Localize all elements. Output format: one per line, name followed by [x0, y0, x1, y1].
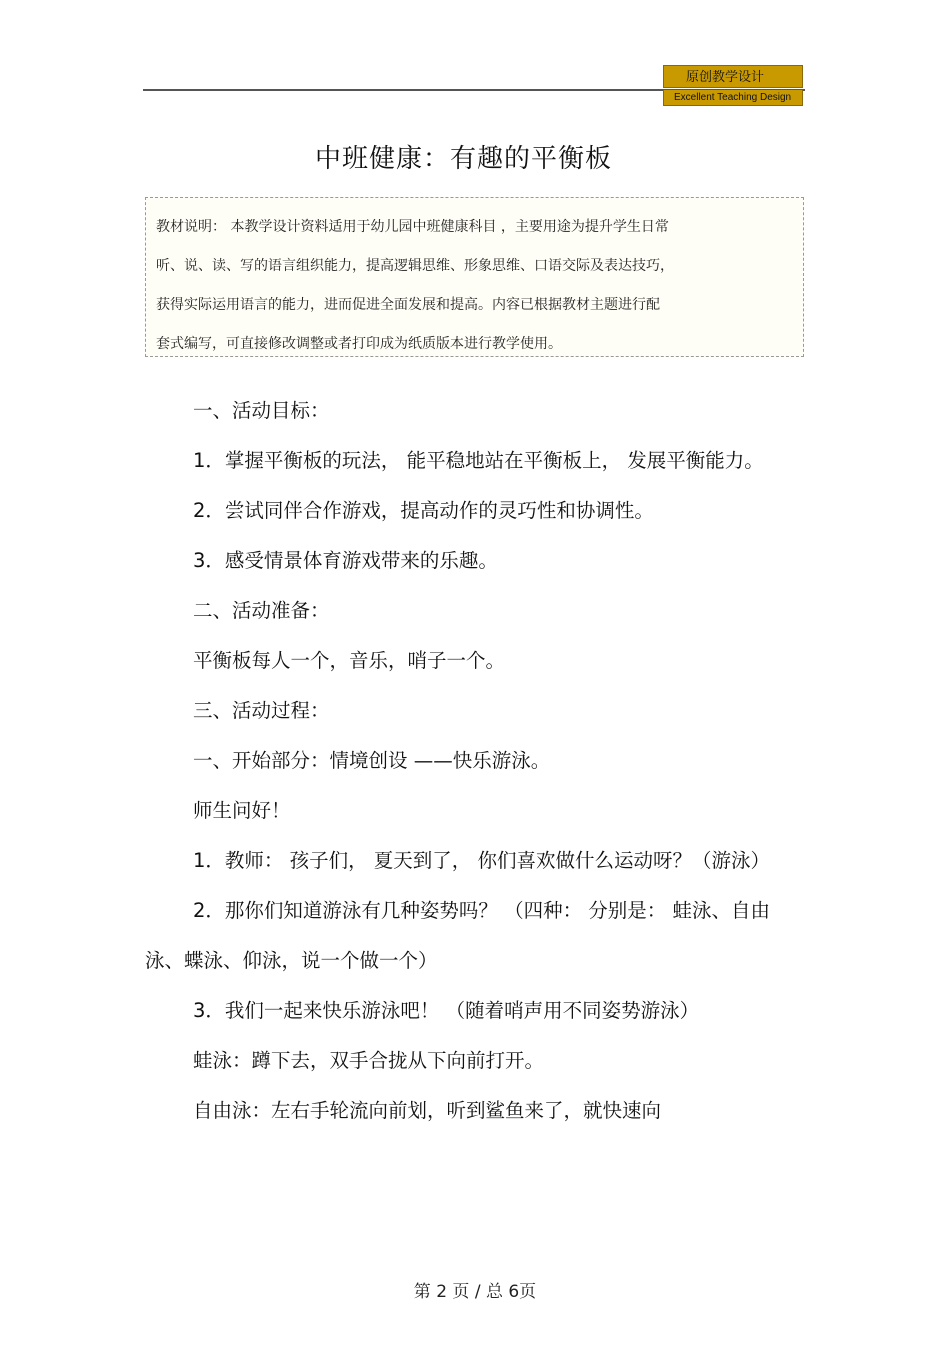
body-paragraph: 师生问好！	[193, 799, 291, 822]
notice-line: 听、说、读、写的语言组织能力，提高逻辑思维、形象思维、口语交际及表达技巧，	[156, 258, 674, 274]
section-heading-process: 三、活动过程：	[193, 699, 330, 722]
badge-title-en: Excellent Teaching Design	[663, 90, 803, 106]
body-paragraph: 2．那你们知道游泳有几种姿势吗？ （四种： 分别是： 蛙泳、自由泳、蝶泳、仰泳，说一个做一个）	[145, 899, 771, 972]
notice-line: 获得实际运用语言的能力，进而促进全面发展和提高。内容已根据教材主题进行配	[156, 297, 660, 313]
body-paragraph: 1．掌握平衡板的玩法， 能平稳地站在平衡板上， 发展平衡能力。	[193, 449, 764, 472]
notice-line: 教材说明： 本教学设计资料适用于幼儿园中班健康科目 ，主要用途为提升学生日常	[156, 219, 669, 235]
page-number: 第 2 页 / 总 6页	[413, 1282, 537, 1302]
section-heading-preparation: 二、活动准备：	[193, 599, 330, 622]
body-paragraph: 3．感受情景体育游戏带来的乐趣。	[193, 549, 498, 572]
section-heading-goals: 一、活动目标：	[193, 399, 330, 422]
body-paragraph: 1．教师： 孩子们， 夏天到了， 你们喜欢做什么运动呀？（游泳）	[193, 849, 771, 872]
lesson-body	[145, 386, 805, 1136]
notice-line: 套式编写，可直接修改调整或者打印成为纸质版本进行教学使用。	[156, 336, 562, 352]
badge-title-cn: 原创教学设计	[663, 65, 803, 88]
body-paragraph: 蛙泳：蹲下去，双手合拢从下向前打开。	[193, 1049, 545, 1072]
header-badge	[663, 65, 803, 106]
document-title: 中班健康：有趣的平衡板	[314, 144, 612, 174]
body-paragraph: 平衡板每人一个，音乐，哨子一个。	[193, 649, 506, 672]
body-paragraph: 3．我们一起来快乐游泳吧！ （随着哨声用不同姿势游泳）	[193, 999, 700, 1022]
body-paragraph: 一、开始部分：情境创设 ——快乐游泳。	[193, 749, 551, 772]
material-notice-box	[145, 197, 804, 357]
body-paragraph: 2．尝试同伴合作游戏，提高动作的灵巧性和协调性。	[193, 499, 654, 522]
body-paragraph: 自由泳：左右手轮流向前划，听到鲨鱼来了，就快速向	[193, 1099, 662, 1122]
